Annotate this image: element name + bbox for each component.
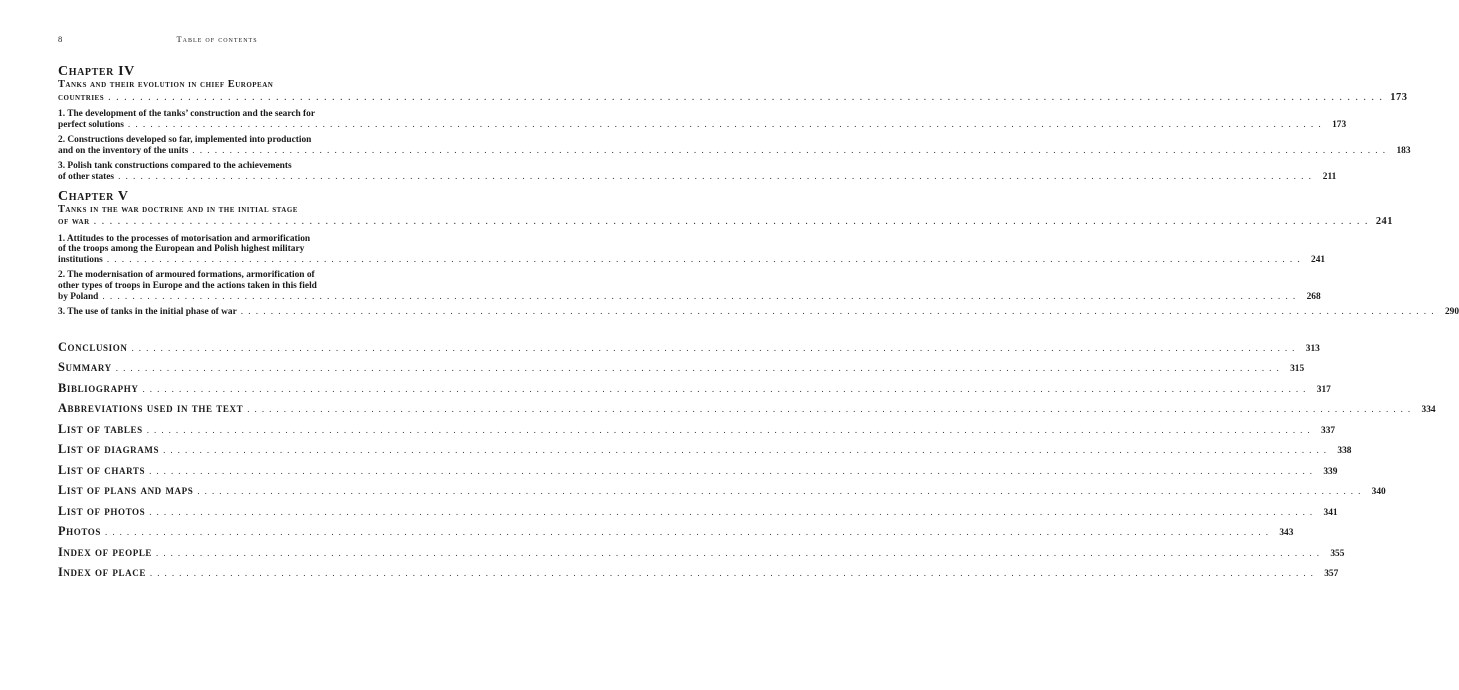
chapter-page-number: 173: [1390, 91, 1408, 103]
back-matter-page-number: 334: [1421, 405, 1436, 416]
section-title-last-line: perfect solutions: [58, 119, 124, 130]
back-matter-page-number: 313: [1305, 343, 1320, 354]
leader-dots: . . . . . . . . . . . . . . . . . . . . . . . . . . . . . . . . . . . . . . . . . . . . . . . . . . . . . . . . . . . . . . . . . . . . . . . . . . . . . . . . . . . . . . . . . . . . . . . . . . . . . . . . . . . . . . . . . . . . . . . . . . . . . . . . . . . . . . . . . . . . . . . . . . . . . . . . . . . . . . . .: [149, 568, 1315, 579]
leader-dots: . . . . . . . . . . . . . . . . . . . . . . . . . . . . . . . . . . . . . . . . . . . . . . . . . . . . . . . . . . . . . . . . . . . . . . . . . . . . . . . . . . . . . . . . . . . . . . . . . . . . . . . . . . . . . . . . . . . . . . . . . . . . . . . . . . . . . . . . . . . . . . . . . . . . . . . . . . . . . . . .: [163, 445, 1328, 456]
leader-dots: . . . . . . . . . . . . . . . . . . . . . . . . . . . . . . . . . . . . . . . . . . . . . . . . . . . . . . . . . . . . . . . . . . . . . . . . . . . . . . . . . . . . . . . . . . . . . . . . . . . . . . . . . . . . . . . . . . . . . . . . . . . . . . . . . . . . . . . . . . . . . . . . . . . . . . . . . . . . . . . .: [102, 291, 1297, 302]
back-matter-page-number: 355: [1330, 548, 1345, 559]
chapter-heading[interactable]: [58, 203, 1393, 229]
entry-text-line: Tanks in the war doctrine and in the initial stage: [58, 203, 298, 215]
back-matter-entry[interactable]: [58, 544, 1345, 566]
back-matter-label: List of tables: [58, 421, 143, 436]
back-matter-label: List of photos: [58, 503, 146, 518]
back-matter-page-number: 341: [1323, 507, 1338, 518]
back-matter-page-number: 339: [1323, 466, 1338, 477]
back-matter-entry[interactable]: [58, 421, 1336, 443]
chapter-block: [58, 64, 1411, 183]
leader-dots: . . . . . . . . . . . . . . . . . . . . . . . . . . . . . . . . . . . . . . . . . . . . . . . . . . . . . . . . . . . . . . . . . . . . . . . . . . . . . . . . . . . . . . . . . . . . . . . . . . . . . . . . . . . . . . . . . . . . . . . . . . . . . . . . . . . . . . . . . . . . . . . . . . . . . . . . . . . . . . . .: [197, 486, 1362, 497]
back-matter-list: [58, 339, 1436, 586]
back-matter-entry[interactable]: [58, 503, 1338, 525]
section-page-number: 211: [1322, 171, 1337, 182]
toc-content: [58, 64, 1459, 586]
chapter-block: [58, 188, 1459, 318]
leader-dots: . . . . . . . . . . . . . . . . . . . . . . . . . . . . . . . . . . . . . . . . . . . . . . . . . . . . . . . . . . . . . . . . . . . . . . . . . . . . . . . . . . . . . . . . . . . . . . . . . . . . . . . . . . . . . . . . . . . . . . . . . . . . . . . . . . . . . . . . . . . . . . . . . . . . . . . . . . . . . . . .: [192, 145, 1387, 156]
back-matter-label: Bibliography: [58, 380, 139, 395]
section-page-number: 183: [1396, 145, 1411, 156]
chapter-list: [58, 64, 1459, 318]
entry-text-line: 2. The modernisation of armoured formations, armorification of: [58, 270, 315, 281]
section-page-number: 268: [1306, 291, 1321, 302]
chapter-title: Chapter IV: [58, 64, 135, 79]
leader-dots: . . . . . . . . . . . . . . . . . . . . . . . . . . . . . . . . . . . . . . . . . . . . . . . . . . . . . . . . . . . . . . . . . . . . . . . . . . . . . . . . . . . . . . . . . . . . . . . . . . . . . . . . . . . . . . . . . . . . . . . . . . . . . . . . . . . . . . . . . . . . . . . . . . . . . . . . . . . . . . . .: [247, 404, 1412, 415]
section-title-last-line: 3. The use of tanks in the initial phase of war: [58, 307, 237, 318]
back-matter-page-number: 315: [1290, 364, 1305, 375]
back-matter-entry[interactable]: [58, 360, 1305, 381]
back-matter-entry[interactable]: [58, 380, 1331, 402]
back-matter-label: List of plans and maps: [58, 483, 194, 498]
back-matter-entry[interactable]: [58, 565, 1339, 586]
leader-dots: . . . . . . . . . . . . . . . . . . . . . . . . . . . . . . . . . . . . . . . . . . . . . . . . . . . . . . . . . . . . . . . . . . . . . . . . . . . . . . . . . . . . . . . . . . . . . . . . . . . . . . . . . . . . . . . . . . . . . . . . . . . . . . . . . . . . . . . . . . . . . . . . . . . . . . . . . . . . . . . .: [142, 383, 1307, 394]
back-matter-entry[interactable]: [58, 442, 1352, 463]
leader-dots: . . . . . . . . . . . . . . . . . . . . . . . . . . . . . . . . . . . . . . . . . . . . . . . . . . . . . . . . . . . . . . . . . . . . . . . . . . . . . . . . . . . . . . . . . . . . . . . . . . . . . . . . . . . . . . . . . . . . . . . . . . . . . . . . . . . . . . . . . . . . . . . . . . . . . . . . . . . . . . . .: [146, 424, 1312, 435]
entry-text-line: of the troops among the European and Polish highest military: [58, 244, 305, 255]
chapter-heading[interactable]: [58, 79, 1408, 104]
back-matter-entry[interactable]: [58, 524, 1294, 545]
section-list: [58, 233, 1459, 318]
back-matter-label: List of charts: [58, 462, 146, 477]
back-matter-page-number: 317: [1316, 384, 1331, 395]
entry-text-line: 3. Polish tank constructions compared to the achievements: [58, 161, 292, 172]
back-matter-page-number: 337: [1321, 425, 1336, 436]
leader-dots: . . . . . . . . . . . . . . . . . . . . . . . . . . . . . . . . . . . . . . . . . . . . . . . . . . . . . . . . . . . . . . . . . . . . . . . . . . . . . . . . . . . . . . . . . . . . . . . . . . . . . . . . . . . . . . . . . . . . . . . . . . . . . . . . . . . . . . . . . . . . . . . . . . . . . . . . . . . . . . . .: [106, 254, 1302, 265]
back-matter-page-number: 357: [1324, 569, 1339, 580]
page-number: 8: [58, 34, 63, 44]
leader-dots: . . . . . . . . . . . . . . . . . . . . . . . . . . . . . . . . . . . . . . . . . . . . . . . . . . . . . . . . . . . . . . . . . . . . . . . . . . . . . . . . . . . . . . . . . . . . . . . . . . . . . . . . . . . . . . . . . . . . . . . . . . . . . . . . . . . . . . . . . . . . . . . . . . . . . . . . . . . . . . . .: [156, 547, 1321, 558]
back-matter-label: Abbreviations used in the text: [58, 401, 244, 416]
back-matter-page-number: 338: [1337, 446, 1352, 457]
chapter-title: Chapter V: [58, 188, 129, 204]
entry-text-line: 2. Constructions developed so far, implemented into production: [58, 135, 312, 146]
leader-dots: . . . . . . . . . . . . . . . . . . . . . . . . . . . . . . . . . . . . . . . . . . . . . . . . . . . . . . . . . . . . . . . . . . . . . . . . . . . . . . . . . . . . . . . . . . . . . . . . . . . . . . . . . . . . . . . . . . . . . . . . . . . . . . . . . . . . . . . . . . . . . . . . . . . . . . . . . . . . . . . .: [127, 119, 1323, 130]
section-title-last-line: and on the inventory of the units: [58, 145, 189, 156]
section-list: [58, 109, 1411, 183]
section-title-last-line: institutions: [58, 254, 103, 265]
back-matter-entry[interactable]: [58, 483, 1386, 504]
toc-section-entry[interactable]: [58, 307, 1459, 318]
back-matter-label: Conclusion: [58, 339, 128, 354]
back-matter-label: Index of people: [58, 544, 153, 559]
toc-section-entry[interactable]: [58, 109, 1347, 130]
entry-text-line: Tanks and their evolution in chief European: [58, 79, 274, 90]
leader-dots: . . . . . . . . . . . . . . . . . . . . . . . . . . . . . . . . . . . . . . . . . . . . . . . . . . . . . . . . . . . . . . . . . . . . . . . . . . . . . . . . . . . . . . . . . . . . . . . . . . . . . . . . . . . . . . . . . . . . . . . . . . . . . . . . . . . . . . . . . . . . . . . . . . . . . . . . . . . . . . . .: [149, 465, 1314, 476]
back-matter-entry[interactable]: [58, 401, 1436, 422]
back-matter-label: Summary: [58, 360, 112, 375]
back-matter-page-number: 340: [1371, 487, 1386, 498]
chapter-heading-last-line: countries: [58, 91, 105, 103]
toc-section-entry[interactable]: [58, 233, 1326, 266]
back-matter-entry[interactable]: [58, 339, 1320, 361]
leader-dots: . . . . . . . . . . . . . . . . . . . . . . . . . . . . . . . . . . . . . . . . . . . . . . . . . . . . . . . . . . . . . . . . . . . . . . . . . . . . . . . . . . . . . . . . . . . . . . . . . . . . . . . . . . . . . . . . . . . . . . . . . . . . . . . . . . . . . . . . . . . . . . . . . . . . . . . . . . . . . . . .: [131, 342, 1296, 353]
entry-text-line: other types of troops in Europe and the actions taken in this field: [58, 280, 317, 291]
page-header: [58, 34, 376, 48]
leader-dots: . . . . . . . . . . . . . . . . . . . . . . . . . . . . . . . . . . . . . . . . . . . . . . . . . . . . . . . . . . . . . . . . . . . . . . . . . . . . . . . . . . . . . . . . . . . . . . . . . . . . . . . . . . . . . . . . . . . . . . . . . . . . . . . . . . . . . . . . . . . . . . . . . . . . . . . . . . . . . . . .: [240, 307, 1436, 318]
leader-dots: . . . . . . . . . . . . . . . . . . . . . . . . . . . . . . . . . . . . . . . . . . . . . . . . . . . . . . . . . . . . . . . . . . . . . . . . . . . . . . . . . . . . . . . . . . . . . . . . . . . . . . . . . . . . . . . . . . . . . . . . . . . . . . . . . . . . . . . . . . . . . . . . . . . . . . . . . . . . . . . .: [115, 363, 1281, 374]
chapter-page-number: 241: [1375, 216, 1393, 228]
leader-dots: . . . . . . . . . . . . . . . . . . . . . . . . . . . . . . . . . . . . . . . . . . . . . . . . . . . . . . . . . . . . . . . . . . . . . . . . . . . . . . . . . . . . . . . . . . . . . . . . . . . . . . . . . . . . . . . . . . . . . . . . . . . . . . . . . . . . . . . . . . . . . . . . . . . . . . . . . . . . . . . .: [118, 171, 1313, 182]
back-matter-entry[interactable]: [58, 462, 1338, 484]
toc-section-entry[interactable]: [58, 135, 1411, 156]
entry-text-line: 1. The development of the tanks’ construction and the search for: [58, 109, 316, 119]
chapter-heading-last-line: of war: [58, 216, 90, 228]
section-title-last-line: of other states: [58, 171, 115, 182]
back-matter-label: Photos: [58, 524, 102, 539]
leader-dots: . . . . . . . . . . . . . . . . . . . . . . . . . . . . . . . . . . . . . . . . . . . . . . . . . . . . . . . . . . . . . . . . . . . . . . . . . . . . . . . . . . . . . . . . . . . . . . . . . . . . . . . . . . . . . . . . . . . . . . . . . . . . . . . . . . . . . . . . . . . . . . . . . . . . . . . . . . . . . . . .: [149, 506, 1314, 517]
leader-dots: . . . . . . . . . . . . . . . . . . . . . . . . . . . . . . . . . . . . . . . . . . . . . . . . . . . . . . . . . . . . . . . . . . . . . . . . . . . . . . . . . . . . . . . . . . . . . . . . . . . . . . . . . . . . . . . . . . . . . . . . . . . . . . . . . . . . . . . . . . . . . . . . . . . . . . . . . . . . . . . .: [108, 91, 1384, 103]
section-page-number: 241: [1311, 254, 1326, 265]
toc-section-entry[interactable]: [58, 161, 1337, 182]
back-matter-label: Index of place: [58, 565, 146, 580]
toc-section-entry[interactable]: [58, 270, 1321, 302]
section-title-last-line: by Poland: [58, 291, 99, 302]
leader-dots: . . . . . . . . . . . . . . . . . . . . . . . . . . . . . . . . . . . . . . . . . . . . . . . . . . . . . . . . . . . . . . . . . . . . . . . . . . . . . . . . . . . . . . . . . . . . . . . . . . . . . . . . . . . . . . . . . . . . . . . . . . . . . . . . . . . . . . . . . . . . . . . . . . . . . . . . . . . . . . . .: [105, 527, 1270, 538]
section-page-number: 173: [1332, 119, 1347, 130]
back-matter-page-number: 343: [1279, 528, 1294, 539]
back-matter-label: List of diagrams: [58, 442, 160, 457]
leader-dots: . . . . . . . . . . . . . . . . . . . . . . . . . . . . . . . . . . . . . . . . . . . . . . . . . . . . . . . . . . . . . . . . . . . . . . . . . . . . . . . . . . . . . . . . . . . . . . . . . . . . . . . . . . . . . . . . . . . . . . . . . . . . . . . . . . . . . . . . . . . . . . . . . . . . . . . . . . . . . . . .: [93, 216, 1369, 228]
section-page-number: 290: [1444, 307, 1459, 318]
entry-text-line: 1. Attitudes to the processes of motorisation and armorification: [58, 233, 311, 244]
running-title: Table of contents: [176, 34, 258, 44]
